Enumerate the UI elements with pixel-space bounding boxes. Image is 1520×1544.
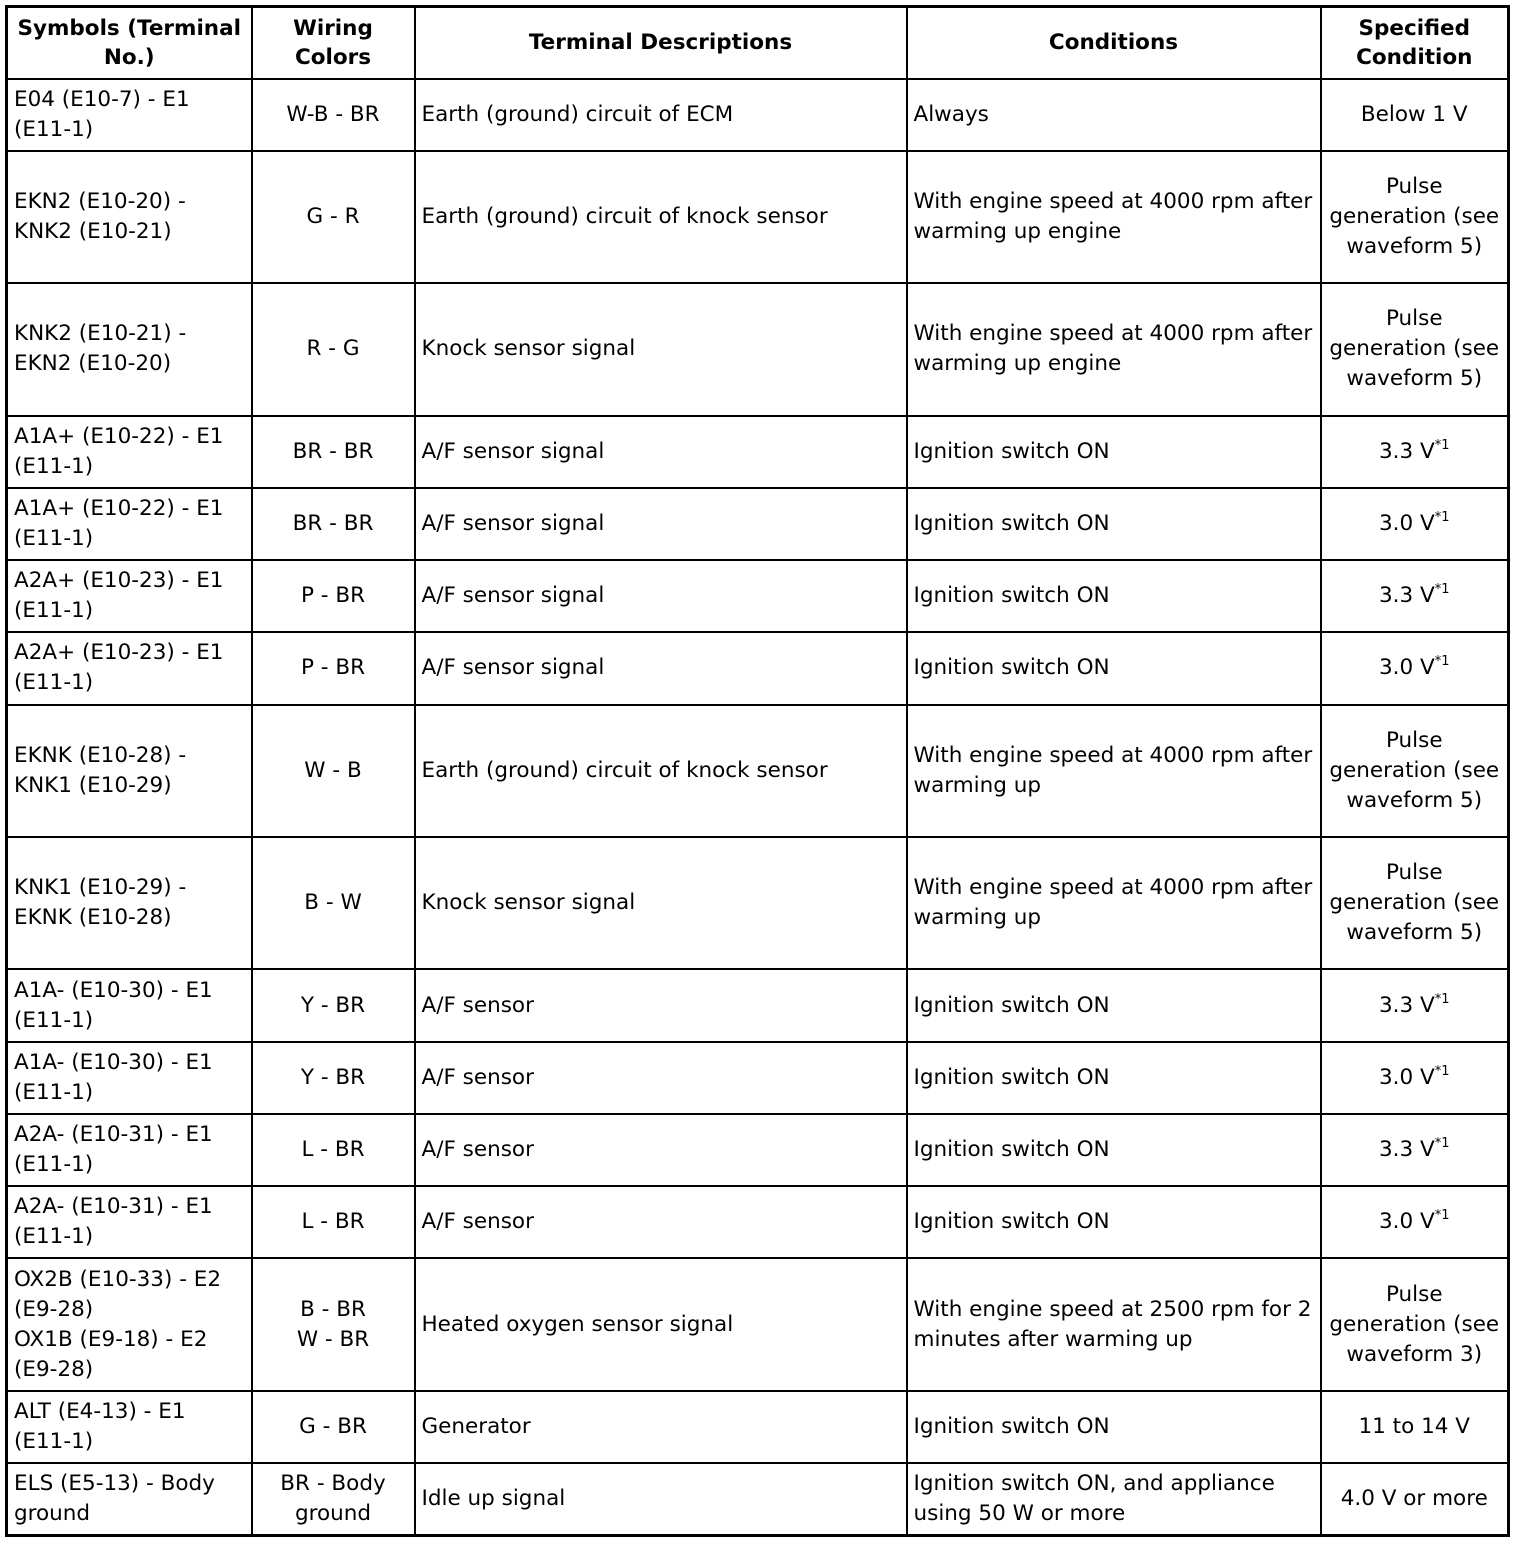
cell-symbols (7, 79, 252, 151)
footnote-marker: *1 (1434, 1208, 1450, 1224)
table-row (7, 1042, 1509, 1114)
cell-wiring-colors (252, 1258, 415, 1390)
cell-specified-condition (1321, 1186, 1509, 1258)
cell-condition: Ignition switch ON (907, 1042, 1321, 1114)
table-row (7, 488, 1509, 560)
wiring-text: R - G (306, 336, 360, 362)
cell-wiring-colors (252, 488, 415, 560)
symbol-text: EKNK (E10-28) - KNK1 (E10-29) (14, 742, 187, 798)
cell-terminal-description: A/F sensor signal (415, 560, 907, 632)
cell-wiring-colors (252, 1186, 415, 1258)
table-row (7, 1391, 1509, 1463)
cell-condition: With engine speed at 4000 rpm after warming up (907, 837, 1321, 969)
cell-wiring-colors (252, 151, 415, 283)
cell-specified-condition (1321, 969, 1509, 1041)
cell-condition: Ignition switch ON (907, 1186, 1321, 1258)
specified-value: 4.0 V or more (1340, 1486, 1488, 1512)
specified-value: 11 to 14 V (1358, 1413, 1470, 1439)
cell-specified-condition (1321, 1463, 1509, 1535)
cell-symbols (7, 283, 252, 415)
specified-value: Pulse generation (see waveform 5) (1329, 306, 1500, 392)
wiring-text: P - BR (300, 655, 366, 681)
cell-wiring-colors (252, 416, 415, 488)
specified-value: Pulse generation (see waveform 5) (1329, 860, 1500, 946)
symbol-text: A2A- (E10-31) - E1 (E11-1) (14, 1194, 213, 1250)
symbol-text: ALT (E4-13) - E1 (E11-1) (14, 1398, 186, 1454)
wiring-text: Y - BR (300, 1064, 366, 1090)
cell-terminal-description: A/F sensor signal (415, 416, 907, 488)
cell-specified-condition (1321, 1258, 1509, 1390)
cell-symbols (7, 1258, 252, 1390)
cell-symbols (7, 151, 252, 283)
specified-value: 3.3 V (1378, 992, 1435, 1018)
header-specified-condition: Specified Condition (1321, 7, 1509, 79)
cell-wiring-colors (252, 1391, 415, 1463)
footnote-marker: *1 (1434, 437, 1450, 453)
table-row (7, 151, 1509, 283)
cell-terminal-description: Earth (ground) circuit of knock sensor (415, 151, 907, 283)
cell-condition: Ignition switch ON (907, 1391, 1321, 1463)
wiring-text: B - W (304, 890, 362, 916)
cell-symbols (7, 1114, 252, 1186)
symbol-text: A1A+ (E10-22) - E1 (E11-1) (14, 495, 224, 551)
cell-terminal-description: A/F sensor (415, 1114, 907, 1186)
wiring-text: G - R (306, 203, 360, 229)
wiring-text: W-B - BR (286, 101, 380, 127)
table-row (7, 1114, 1509, 1186)
footnote-marker: *1 (1434, 654, 1450, 670)
header-wiring-colors: Wiring Colors (252, 7, 415, 79)
table-row (7, 283, 1509, 415)
cell-specified-condition (1321, 837, 1509, 969)
cell-condition: Ignition switch ON (907, 969, 1321, 1041)
cell-terminal-description: A/F sensor (415, 969, 907, 1041)
symbol-text: ELS (E5-13) - Body ground (14, 1471, 215, 1527)
wiring-text: P - BR (300, 583, 366, 609)
cell-wiring-colors (252, 1114, 415, 1186)
cell-terminal-description: Earth (ground) circuit of ECM (415, 79, 907, 151)
table-row (7, 837, 1509, 969)
cell-condition: With engine speed at 4000 rpm after warming up (907, 705, 1321, 837)
specified-value: 3.3 V (1378, 583, 1435, 609)
header-terminal-descriptions: Terminal Descriptions (415, 7, 907, 79)
cell-wiring-colors (252, 1463, 415, 1535)
symbol-text: A2A- (E10-31) - E1 (E11-1) (14, 1122, 213, 1178)
cell-terminal-description: Heated oxygen sensor signal (415, 1258, 907, 1390)
cell-symbols (7, 416, 252, 488)
specified-value: Pulse generation (see waveform 3) (1329, 1281, 1500, 1367)
specified-value: 3.0 V (1378, 1209, 1435, 1235)
table-body (7, 79, 1509, 1536)
wiring-text: L - BR (301, 1209, 365, 1235)
symbol-text: OX2B (E10-33) - E2 (E9-28) (14, 1266, 222, 1322)
cell-symbols (7, 1042, 252, 1114)
specified-value: 3.3 V (1378, 438, 1435, 464)
specified-value: Below 1 V (1360, 101, 1468, 127)
cell-specified-condition (1321, 1391, 1509, 1463)
cell-symbols (7, 632, 252, 704)
cell-terminal-description: Knock sensor signal (415, 283, 907, 415)
wiring-text: L - BR (301, 1137, 365, 1163)
footnote-marker: *1 (1434, 991, 1450, 1007)
symbol-text: A2A+ (E10-23) - E1 (E11-1) (14, 568, 224, 624)
symbol-text: EKN2 (E10-20) - KNK2 (E10-21) (14, 188, 186, 244)
cell-condition: With engine speed at 4000 rpm after warming up engine (907, 283, 1321, 415)
wiring-text: B - BR (300, 1296, 366, 1322)
header-conditions: Conditions (907, 7, 1321, 79)
wiring-text: BR - BR (292, 510, 374, 536)
table-row (7, 79, 1509, 151)
cell-terminal-description: A/F sensor (415, 1186, 907, 1258)
table-row (7, 1258, 1509, 1390)
cell-condition: Ignition switch ON (907, 416, 1321, 488)
table-row (7, 632, 1509, 704)
terminal-spec-table (5, 5, 1510, 1537)
cell-condition: With engine speed at 2500 rpm for 2 minutes after warming up (907, 1258, 1321, 1390)
wiring-text: Y - BR (300, 992, 366, 1018)
specified-value: 3.0 V (1378, 510, 1435, 536)
cell-terminal-description: Knock sensor signal (415, 837, 907, 969)
cell-symbols (7, 488, 252, 560)
symbol-text: A2A+ (E10-23) - E1 (E11-1) (14, 640, 224, 696)
cell-specified-condition (1321, 488, 1509, 560)
footnote-marker: *1 (1434, 1063, 1450, 1079)
wiring-text: W - BR (296, 1326, 370, 1352)
footnote-marker: *1 (1434, 1136, 1450, 1152)
symbol-text: A1A- (E10-30) - E1 (E11-1) (14, 977, 213, 1033)
cell-symbols (7, 1391, 252, 1463)
cell-terminal-description: A/F sensor (415, 1042, 907, 1114)
cell-condition: Ignition switch ON (907, 632, 1321, 704)
cell-specified-condition (1321, 632, 1509, 704)
cell-specified-condition (1321, 151, 1509, 283)
header-symbols: Symbols (Terminal No.) (7, 7, 252, 79)
cell-specified-condition (1321, 560, 1509, 632)
cell-symbols (7, 837, 252, 969)
symbol-text: A1A+ (E10-22) - E1 (E11-1) (14, 423, 224, 479)
cell-symbols (7, 705, 252, 837)
cell-specified-condition (1321, 1042, 1509, 1114)
table-row (7, 1463, 1509, 1535)
cell-terminal-description: A/F sensor signal (415, 488, 907, 560)
specified-value: 3.0 V (1378, 1064, 1435, 1090)
wiring-text: BR - BR (292, 438, 374, 464)
cell-specified-condition (1321, 283, 1509, 415)
cell-wiring-colors (252, 283, 415, 415)
cell-wiring-colors (252, 1042, 415, 1114)
symbol-text: E04 (E10-7) - E1 (E11-1) (14, 86, 190, 142)
cell-condition: Ignition switch ON, and appliance using 50 W or more (907, 1463, 1321, 1535)
specified-value: 3.0 V (1378, 655, 1435, 681)
cell-specified-condition (1321, 705, 1509, 837)
table-row (7, 969, 1509, 1041)
cell-condition: Ignition switch ON (907, 1114, 1321, 1186)
cell-symbols (7, 1186, 252, 1258)
cell-condition: Ignition switch ON (907, 488, 1321, 560)
wiring-text: W - B (304, 757, 362, 783)
table-row (7, 560, 1509, 632)
cell-specified-condition (1321, 1114, 1509, 1186)
cell-symbols (7, 969, 252, 1041)
cell-symbols (7, 1463, 252, 1535)
cell-terminal-description: Generator (415, 1391, 907, 1463)
footnote-marker: *1 (1434, 509, 1450, 525)
cell-terminal-description: Idle up signal (415, 1463, 907, 1535)
cell-wiring-colors (252, 632, 415, 704)
cell-wiring-colors (252, 969, 415, 1041)
table-row (7, 705, 1509, 837)
symbol-text: A1A- (E10-30) - E1 (E11-1) (14, 1049, 213, 1105)
cell-wiring-colors (252, 837, 415, 969)
cell-symbols (7, 560, 252, 632)
cell-terminal-description: Earth (ground) circuit of knock sensor (415, 705, 907, 837)
header-row (7, 7, 1509, 79)
cell-condition: With engine speed at 4000 rpm after warming up engine (907, 151, 1321, 283)
cell-specified-condition (1321, 416, 1509, 488)
table-row (7, 416, 1509, 488)
cell-wiring-colors (252, 560, 415, 632)
table-row (7, 1186, 1509, 1258)
symbol-text: OX1B (E9-18) - E2 (E9-28) (14, 1326, 208, 1382)
cell-wiring-colors (252, 705, 415, 837)
wiring-text: BR - Body ground (280, 1471, 386, 1527)
cell-terminal-description: A/F sensor signal (415, 632, 907, 704)
specified-value: Pulse generation (see waveform 5) (1329, 727, 1500, 813)
footnote-marker: *1 (1434, 582, 1450, 598)
symbol-text: KNK2 (E10-21) - EKN2 (E10-20) (14, 321, 187, 377)
symbol-text: KNK1 (E10-29) - EKNK (E10-28) (14, 875, 187, 931)
cell-condition: Ignition switch ON (907, 560, 1321, 632)
specified-value: 3.3 V (1378, 1137, 1435, 1163)
cell-condition: Always (907, 79, 1321, 151)
specified-value: Pulse generation (see waveform 5) (1329, 173, 1500, 259)
wiring-text: G - BR (299, 1413, 367, 1439)
cell-wiring-colors (252, 79, 415, 151)
cell-specified-condition (1321, 79, 1509, 151)
